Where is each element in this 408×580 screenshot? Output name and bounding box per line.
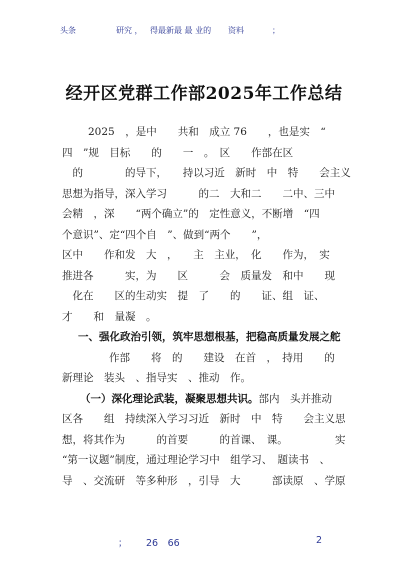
- section-heading-1: 一、强化政治引领，筑牢思想根基，把稳高质量发展之舵: [78, 331, 341, 343]
- footer-left-text: ；: [118, 538, 128, 549]
- intro-line: 化在 区的生动实 提 了 的 证、组 证、: [62, 290, 325, 302]
- intro-line: 会精 ，深 “两个确立”的 定性意义，不断增 “四: [62, 208, 320, 220]
- subsection-heading-1: [62, 389, 357, 410]
- intro-line: 推进各 实，为 区 会 质量发 和中 现: [62, 269, 335, 282]
- subsection-1-line: “第一议题”制度，通过理论学习中 组学习、 题读书 、: [62, 454, 330, 466]
- subsection-heading-rest: 部内 头并推动: [258, 392, 332, 405]
- intro-line: 思想为指导，深入学习 的二 大和二 二中、三中: [62, 187, 335, 200]
- section-1-line: 作部 将 的 建设 在首 ， 持用 的: [88, 351, 335, 364]
- header-mid3-text: 资料: [228, 26, 244, 35]
- header-mid2-text: 得最新最 最 业的: [150, 26, 212, 35]
- document-title: 经开区党群工作部2025年工作总结: [65, 84, 343, 104]
- subsection-1-line: 导 、交流研 等多种形 ，引导 大 部读原 、学原: [62, 474, 346, 487]
- intro-paragraph: [62, 122, 357, 327]
- document-body: [62, 122, 357, 491]
- header-mid1-text: 研究 ，: [116, 26, 143, 35]
- page-footer: [0, 535, 408, 549]
- page-header: [0, 25, 408, 41]
- intro-line: 的 的导下， 持以习近 新时 中 特 会主义: [62, 167, 351, 179]
- header-left-text: 头条: [60, 26, 76, 35]
- intro-line: 2025 ，是中 共和 成立 76 ，也是实 “: [88, 126, 326, 138]
- intro-line: 才 和 量凝 。: [62, 310, 157, 323]
- subsection-heading-bold: （一）深化理论武装，凝聚思想共识。: [80, 392, 259, 405]
- page-number: 2: [316, 535, 323, 546]
- intro-line: 四 ”规 目标 的 一 。 区 作部在区: [62, 146, 294, 159]
- intro-line: 区中 作和发 大 ， 主 主业， 化 作为， 实: [62, 249, 330, 261]
- section-1-line: 新理论 装头 、指导实 、推动 作。: [62, 372, 251, 384]
- subsection-1-line: 区各 组 持续深入学习习近 新时 中 特 会主义思: [62, 413, 346, 425]
- section-1-paragraph: [62, 348, 357, 389]
- intro-line: 个意识”、定“四个自 ”、做到“两个 ”，: [62, 228, 268, 241]
- subsection-1-paragraph: [62, 409, 357, 491]
- header-right-text: ；: [272, 26, 280, 35]
- footer-mid-text: 26 66: [146, 538, 180, 549]
- subsection-1-line: 想，将其作为 的首要 的首课、 课。 实: [62, 433, 346, 446]
